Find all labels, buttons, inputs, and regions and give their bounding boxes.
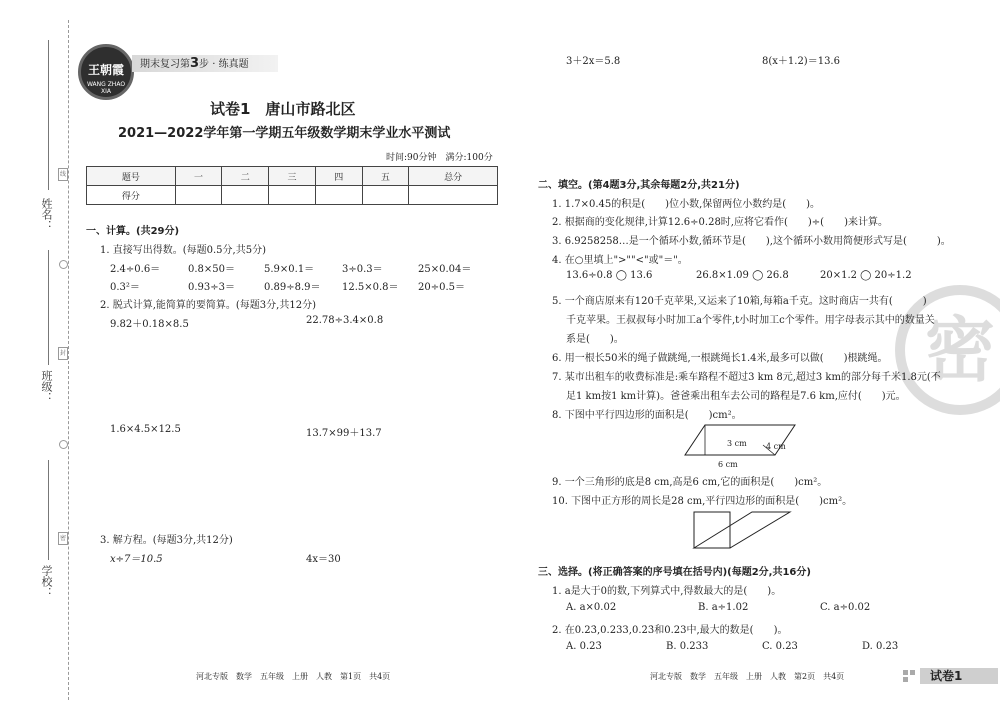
section-1-title: 一、计算。(共29分)	[86, 226, 180, 237]
equation-item: x÷7＝10.5	[110, 554, 163, 565]
fill-question-cont: 足1 km按1 km计算)。爸爸乘出租车去公司的路程是7.6 km,应付( )元。	[566, 391, 906, 402]
time-score: 时间:90分钟 满分:100分	[386, 153, 493, 163]
choice-option: C. a÷0.02	[820, 602, 871, 613]
fill-question-cont: 千克苹果。王叔叔每小时加工a个零件,t小时加工c个零件。用字母表示其中的数量关	[566, 315, 935, 326]
logo-title: 王朝霞	[87, 63, 124, 77]
q3-title: 3. 解方程。(每题3分,共12分)	[100, 535, 233, 546]
school-underline	[48, 460, 49, 560]
expr-item: 22.78÷3.4×0.8	[306, 315, 384, 326]
figure-label: 6 cm	[718, 460, 738, 469]
fill-question: 7. 某市出租车的收费标准是:乘车路程不超过3 km 8元,超过3 km的部分每千米1.8元(不	[552, 372, 941, 383]
binding-hole	[59, 260, 68, 269]
binding-box-line: 线	[58, 168, 68, 181]
q1-title: 1. 直接写出得数。(每题0.5分,共5分)	[100, 245, 266, 256]
q2-title: 2. 脱式计算,能简算的要简算。(每题3分,共12分)	[100, 300, 316, 311]
equation-item: 4x＝30	[306, 554, 341, 565]
footer-dots	[903, 670, 915, 682]
logo-sub: WANG ZHAO XIA	[86, 81, 126, 95]
square-parallelogram-figure	[692, 510, 792, 550]
choice-option: A. 0.23̇	[566, 641, 602, 652]
footer-left: 河北专版 数学 五年级 上册 人教 第1页 共4页	[196, 672, 391, 681]
compare-item: 26.8×1.09 ◯ 26.8	[696, 270, 789, 281]
calc-item: 0.3²＝	[110, 282, 140, 293]
score-cell: 二	[222, 167, 269, 186]
choice-question: 1. a是大于0的数,下列算式中,得数最大的是( )。	[552, 586, 782, 597]
compare-item: 20×1.2 ◯ 20÷1.2	[820, 270, 912, 281]
fill-question: 1. 1.7×0.45的积是( )位小数,保留两位小数约是( )。	[552, 199, 821, 210]
figure-label: 4 cm	[766, 442, 786, 451]
expr-item: 1.6×4.5×12.5	[110, 424, 181, 435]
fill-question: 8. 下图中平行四边形的面积是( )cm²。	[552, 410, 742, 421]
figure-label: 3 cm	[727, 439, 747, 448]
score-cell: 五	[362, 167, 409, 186]
secret-watermark: 密	[895, 285, 1000, 415]
equation-item: 8(x＋1.2)＝13.6	[762, 56, 840, 67]
class-underline	[48, 250, 49, 365]
section-3-title: 三、选择。(将正确答案的序号填在括号内)(每题2分,共16分)	[538, 567, 811, 578]
score-cell: 得分	[87, 186, 176, 205]
score-input-cell[interactable]	[409, 186, 498, 205]
choice-option: B. 0.233	[666, 641, 709, 652]
fill-question: 6. 用一根长50米的绳子做跳绳,一根跳绳长1.4米,最多可以做( )根跳绳。	[552, 353, 888, 364]
fill-question: 2. 根据商的变化规律,计算12.6÷0.28时,应将它看作( )÷( )来计算。	[552, 217, 888, 228]
compare-item: 13.6÷0.8 ◯ 13.6	[566, 270, 653, 281]
score-cell: 题号	[87, 167, 176, 186]
score-input-cell[interactable]	[315, 186, 362, 205]
binding-hole	[59, 440, 68, 449]
fill-question: 4. 在○里填上">""<"或"＝"。	[552, 255, 688, 266]
paper-title: 试卷1 唐山市路北区	[210, 100, 356, 118]
fill-question: 5. 一个商店原来有120千克苹果,又运来了10箱,每箱a千克。这时商店一共有( )	[552, 296, 927, 307]
choice-option: C. 0.23	[762, 641, 798, 652]
banner-suffix: 步 · 练真题	[199, 59, 249, 70]
choice-question: 2. 在0.23̇,0.233,0.2̇3̇和0.23中,最大的数是( )。	[552, 625, 788, 636]
choice-option: D. 0.2̇3̇	[862, 641, 899, 652]
score-table	[86, 166, 498, 205]
brand-logo	[78, 44, 134, 100]
name-underline	[48, 40, 49, 190]
binding-box-secret: 密	[58, 532, 68, 545]
calc-item: 0.89÷8.9＝	[264, 282, 321, 293]
calc-item: 20÷0.5＝	[418, 282, 466, 293]
score-cell: 总分	[409, 167, 498, 186]
calc-item: 2.4÷0.6＝	[110, 264, 161, 275]
expr-item: 9.82＋0.18×8.5	[110, 319, 189, 330]
banner-step: 3	[190, 56, 200, 71]
banner-prefix: 期末复习第	[140, 59, 190, 70]
score-cell: 三	[269, 167, 316, 186]
school-label: 学校：	[40, 565, 53, 598]
fill-question: 10. 下图中正方形的周长是28 cm,平行四边形的面积是( )cm²。	[552, 496, 853, 507]
paper-tag: 试卷1	[920, 668, 998, 684]
review-banner	[132, 55, 278, 72]
score-input-cell[interactable]	[362, 186, 409, 205]
calc-item: 25×0.04＝	[418, 264, 472, 275]
fill-question: 3. 6.9258258…是一个循环小数,循环节是( ),这个循环小数用简便形式写是( )。	[552, 236, 951, 247]
score-input-cell[interactable]	[269, 186, 316, 205]
fill-question: 9. 一个三角形的底是8 cm,高是6 cm,它的面积是( )cm²。	[552, 477, 828, 488]
section-2-title: 二、填空。(第4题3分,其余每题2分,共21分)	[538, 180, 740, 191]
score-cell: 一	[175, 167, 222, 186]
fill-question-cont: 系是( )。	[566, 334, 624, 345]
name-label: 姓名：	[40, 198, 53, 231]
calc-item: 3÷0.3＝	[342, 264, 383, 275]
choice-option: A. a×0.02	[566, 602, 617, 613]
score-input-cell[interactable]	[222, 186, 269, 205]
exam-title: 2021—2022学年第一学期五年级数学期末学业水平测试	[118, 126, 451, 141]
calc-item: 0.93÷3＝	[188, 282, 236, 293]
score-cell: 四	[315, 167, 362, 186]
calc-item: 5.9×0.1＝	[264, 264, 315, 275]
calc-item: 12.5×0.8＝	[342, 282, 399, 293]
choice-option: B. a÷1.02	[698, 602, 749, 613]
footer-right: 河北专版 数学 五年级 上册 人教 第2页 共4页	[650, 672, 845, 681]
equation-item: 3＋2x＝5.8	[566, 56, 621, 67]
binding-box-seal: 封	[58, 347, 68, 360]
score-input-cell[interactable]	[175, 186, 222, 205]
expr-item: 13.7×99＋13.7	[306, 428, 382, 439]
class-label: 班级：	[40, 370, 53, 403]
calc-item: 0.8×50＝	[188, 264, 236, 275]
binding-line	[68, 20, 69, 700]
